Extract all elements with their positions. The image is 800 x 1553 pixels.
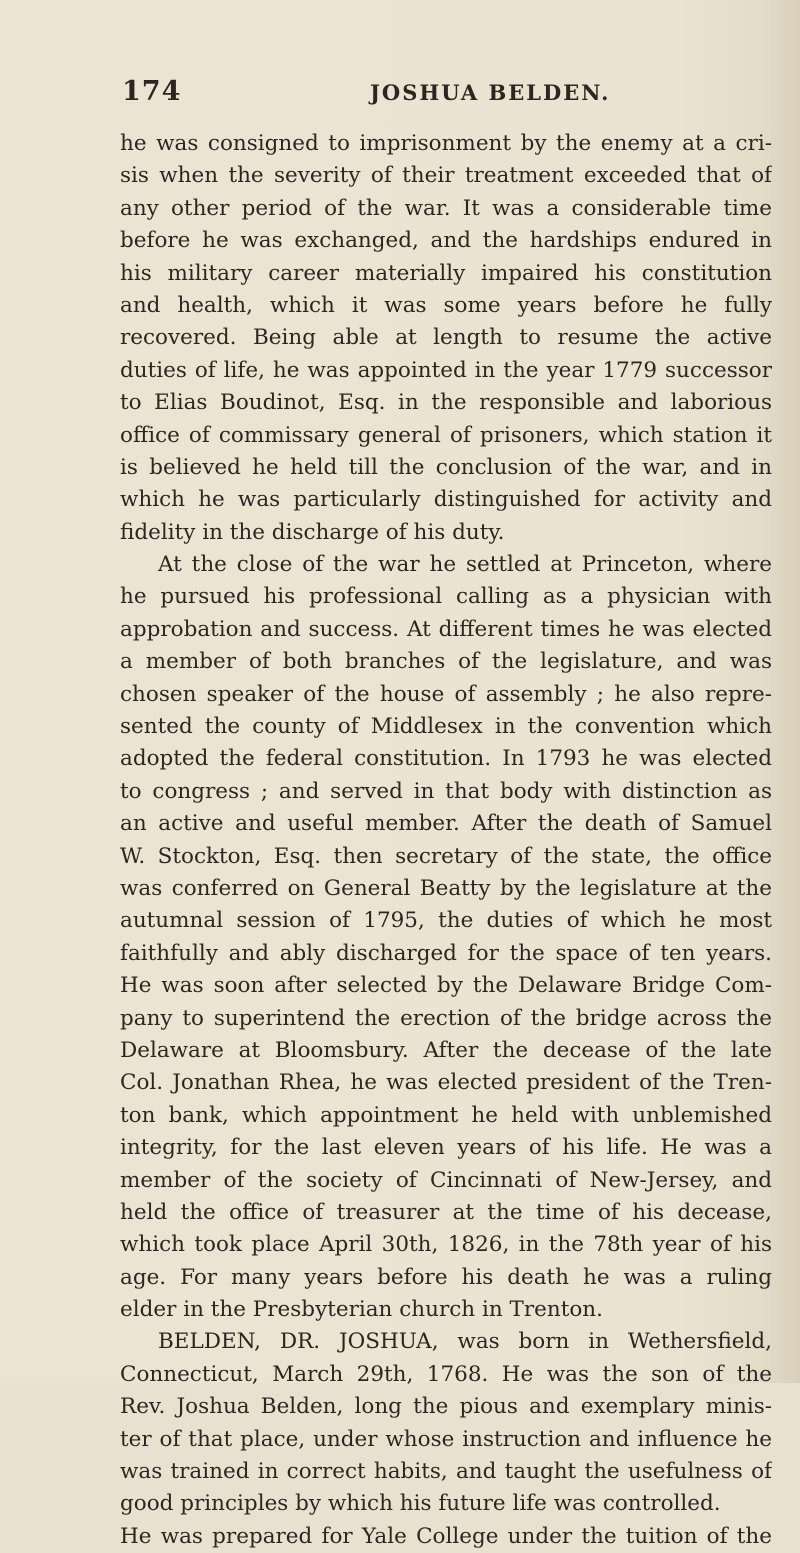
- text-line: He was prepared for Yale College under the tuition of the: [120, 1523, 772, 1549]
- text-line: Delaware at Bloomsbury. After the decease of the late: [120, 1037, 772, 1063]
- running-head: JOSHUA BELDEN.: [370, 80, 611, 105]
- text-line: was conferred on General Beatty by the legislature at the: [120, 875, 772, 901]
- text-line: which he was particularly distinguished for activity and: [120, 487, 772, 513]
- text-line: office of commissary general of prisoners, which station it: [120, 422, 772, 448]
- text-line: and health, which it was some years before he fully: [120, 292, 772, 318]
- text-line: Col. Jonathan Rhea, he was elected president of the Tren-: [120, 1070, 772, 1096]
- text-line: before he was exchanged, and the hardships endured in: [120, 228, 772, 254]
- text-line: He was soon after selected by the Delaware Bridge Com-: [120, 973, 772, 999]
- text-line: an active and useful member. After the death of Samuel: [120, 811, 772, 837]
- text-line: chosen speaker of the house of assembly ; he also repre-: [120, 681, 772, 707]
- text-line: faithfully and ably discharged for the space of ten years.: [120, 940, 772, 966]
- page-header: [118, 72, 768, 112]
- text-line: ton bank, which appointment he held with unblemished: [120, 1102, 772, 1128]
- text-line: his military career materially impaired his constitution: [120, 260, 772, 286]
- text-line: elder in the Presbyterian church in Trenton.: [120, 1297, 603, 1323]
- text-line: Rev. Joshua Belden, long the pious and exemplary minis-: [120, 1394, 772, 1420]
- paragraph-start-line: At the close of the war he settled at Princeton, where: [158, 552, 772, 578]
- body-text: [120, 128, 772, 1553]
- text-line: held the office of treasurer at the time of his decease,: [120, 1199, 772, 1225]
- text-line: integrity, for the last eleven years of his life. He was a: [120, 1135, 772, 1161]
- text-line: is believed he held till the conclusion of the war, and in: [120, 454, 772, 480]
- text-line: which took place April 30th, 1826, in the 78th year of his: [120, 1232, 772, 1258]
- text-line: a member of both branches of the legislature, and was: [120, 649, 772, 675]
- text-line: recovered. Being able at length to resume the active: [120, 325, 772, 351]
- text-line: autumnal session of 1795, the duties of which he most: [120, 908, 772, 934]
- text-line: to congress ; and served in that body with distinction as: [120, 778, 772, 804]
- page-number: 174: [122, 76, 182, 107]
- text-line: was trained in correct habits, and taught the usefulness of: [120, 1459, 772, 1485]
- text-line: adopted the federal constitution. In 1793 he was elected: [120, 746, 772, 772]
- paragraph-start-line: BELDEN, DR. JOSHUA, was born in Wethersfield,: [158, 1329, 772, 1355]
- text-line: approbation and success. At different times he was elected: [120, 616, 772, 642]
- text-line: sented the county of Middlesex in the convention which: [120, 714, 772, 740]
- text-line: sis when the severity of their treatment exceeded that of: [120, 163, 772, 189]
- text-line: duties of life, he was appointed in the year 1779 successor: [120, 357, 772, 383]
- text-line: fidelity in the discharge of his duty.: [120, 519, 505, 545]
- text-line: pany to superintend the erection of the bridge across the: [120, 1005, 772, 1031]
- text-line: age. For many years before his death he was a ruling: [120, 1264, 772, 1290]
- text-line: to Elias Boudinot, Esq. in the responsible and laborious: [120, 390, 772, 416]
- text-line: W. Stockton, Esq. then secretary of the state, the office: [120, 843, 772, 869]
- text-line: he was consigned to imprisonment by the enemy at a cri-: [120, 131, 772, 156]
- text-line: good principles by which his future life was controlled.: [120, 1491, 721, 1517]
- text-line: ter of that place, under whose instruction and influence he: [120, 1426, 772, 1452]
- text-line: Connecticut, March 29th, 1768. He was the son of the: [120, 1361, 772, 1387]
- text-line: any other period of the war. It was a considerable time: [120, 195, 772, 221]
- text-line: member of the society of Cincinnati of New-Jersey, and: [120, 1167, 772, 1193]
- text-line: he pursued his professional calling as a physician with: [120, 584, 772, 610]
